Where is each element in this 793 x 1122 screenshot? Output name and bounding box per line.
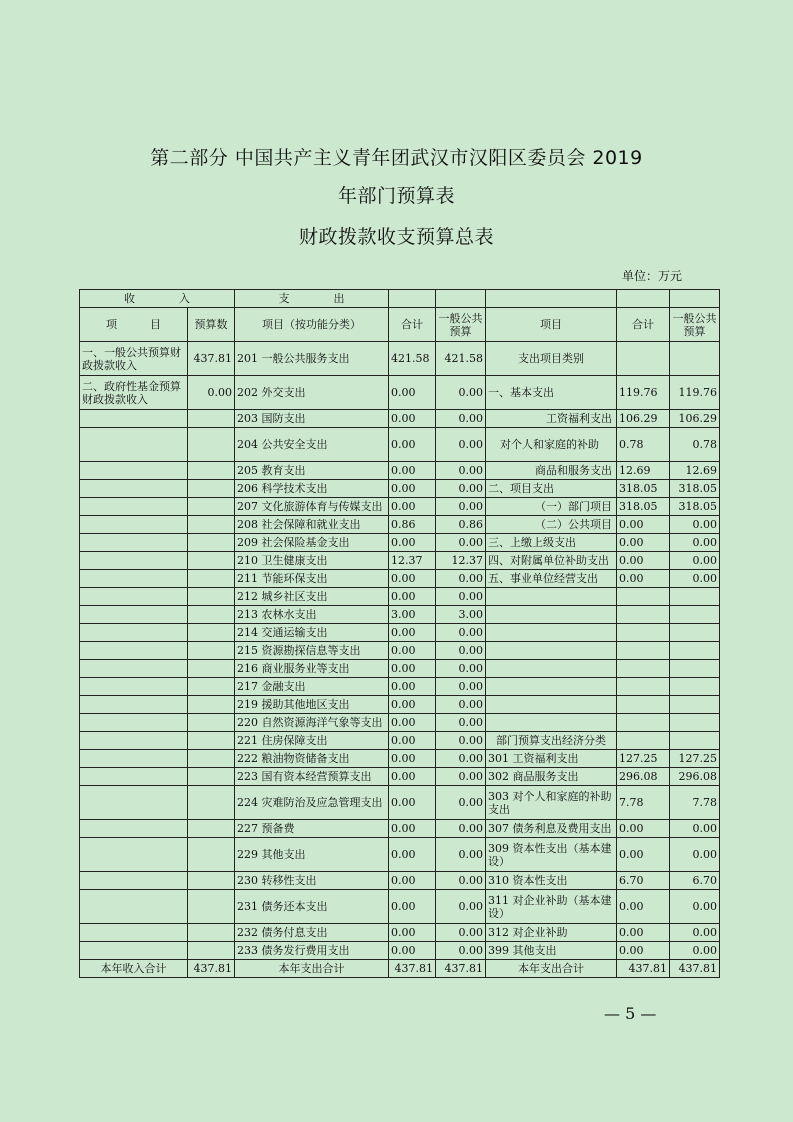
- cell-e: 0.00: [436, 696, 486, 714]
- cell-a: [80, 750, 188, 768]
- cell-f: 310 资本性支出: [486, 872, 617, 890]
- cell-e: 0.00: [436, 428, 486, 462]
- cell-b: [188, 534, 235, 552]
- cell-c: 229 其他支出: [235, 838, 389, 872]
- cell-b: [188, 428, 235, 462]
- table-row: [80, 732, 720, 750]
- cell-d: 12.37: [389, 552, 436, 570]
- table-row: [80, 696, 720, 714]
- cell-a: [80, 606, 188, 624]
- cell-a: [80, 942, 188, 960]
- cell-g: 7.78: [617, 786, 670, 820]
- table-row: [80, 786, 720, 820]
- cell-a: [80, 820, 188, 838]
- cell-g: [617, 342, 670, 376]
- cell-c: 217 金融支出: [235, 678, 389, 696]
- cell-g: 296.08: [617, 768, 670, 786]
- expense-general-value2: 437.81: [670, 960, 720, 978]
- cell-c: 203 国防支出: [235, 410, 389, 428]
- table-title: 财政拨款收支预算总表: [298, 226, 494, 248]
- cell-e: 0.00: [436, 768, 486, 786]
- cell-c: 205 教育支出: [235, 462, 389, 480]
- cell-a: [80, 498, 188, 516]
- cell-b: [188, 732, 235, 750]
- cell-f: 307 债务利息及费用支出: [486, 820, 617, 838]
- cell-e: 0.00: [436, 714, 486, 732]
- cell-f: 303 对个人和家庭的补助支出: [486, 786, 617, 820]
- cell-c: 214 交通运输支出: [235, 624, 389, 642]
- header-row-1: [80, 290, 720, 308]
- income-total-value: 437.81: [188, 960, 235, 978]
- cell-d: 0.00: [389, 570, 436, 588]
- cell-h: [670, 606, 720, 624]
- cell-d: 0.00: [389, 890, 436, 924]
- cell-a: [80, 642, 188, 660]
- cell-e: 0.00: [436, 924, 486, 942]
- cell-e: 0.00: [436, 588, 486, 606]
- cell-f: 302 商品服务支出: [486, 768, 617, 786]
- table-row: [80, 428, 720, 462]
- cell-f: 对个人和家庭的补助: [486, 428, 617, 462]
- cell-h: [670, 714, 720, 732]
- cell-d: 0.00: [389, 480, 436, 498]
- cell-b: [188, 750, 235, 768]
- cell-b: [188, 606, 235, 624]
- cell-f: 五、事业单位经营支出: [486, 570, 617, 588]
- cell-b: [188, 768, 235, 786]
- expense-total-value: 437.81: [389, 960, 436, 978]
- cell-c: 215 资源勘探信息等支出: [235, 642, 389, 660]
- cell-g: 0.00: [617, 942, 670, 960]
- cell-g: 318.05: [617, 480, 670, 498]
- cell-a: [80, 570, 188, 588]
- cell-g: 318.05: [617, 498, 670, 516]
- cell-c: 223 国有资本经营预算支出: [235, 768, 389, 786]
- cell-c: 208 社会保障和就业支出: [235, 516, 389, 534]
- table-row: [80, 924, 720, 942]
- cell-d: 0.00: [389, 924, 436, 942]
- cell-b: [188, 624, 235, 642]
- cell-a: [80, 890, 188, 924]
- table-row: [80, 890, 720, 924]
- cell-c: 233 债务发行费用支出: [235, 942, 389, 960]
- cell-g: 0.00: [617, 552, 670, 570]
- totals-row: [80, 960, 720, 978]
- cell-a: [80, 552, 188, 570]
- cell-h: 0.00: [670, 820, 720, 838]
- table-row: [80, 342, 720, 376]
- cell-f: 部门预算支出经济分类: [486, 732, 617, 750]
- cell-d: 0.00: [389, 872, 436, 890]
- table-row: [80, 872, 720, 890]
- page-title-line1: 第二部分 中国共产主义青年团武汉市汉阳区委员会 2019: [150, 147, 643, 169]
- cell-g: 0.00: [617, 924, 670, 942]
- col-func-item: 项目（按功能分类）: [235, 308, 389, 342]
- cell-e: 0.00: [436, 890, 486, 924]
- cell-h: [670, 696, 720, 714]
- cell-c: 216 商业服务业等支出: [235, 660, 389, 678]
- page-number: — 5 —: [604, 1004, 657, 1023]
- cell-e: 3.00: [436, 606, 486, 624]
- cell-d: 0.00: [389, 660, 436, 678]
- expense-general-value: 437.81: [436, 960, 486, 978]
- col-total2: 合计: [617, 308, 670, 342]
- cell-b: [188, 660, 235, 678]
- cell-c: 210 卫生健康支出: [235, 552, 389, 570]
- cell-g: [617, 588, 670, 606]
- cell-h: [670, 732, 720, 750]
- cell-g: [617, 642, 670, 660]
- cell-g: [617, 714, 670, 732]
- cell-g: 127.25: [617, 750, 670, 768]
- table-row: [80, 570, 720, 588]
- cell-g: 0.00: [617, 570, 670, 588]
- cell-g: [617, 696, 670, 714]
- cell-c: 227 预备费: [235, 820, 389, 838]
- income-total-label: 本年收入合计: [80, 960, 188, 978]
- income-header: 收 入: [80, 290, 235, 308]
- cell-c: 220 自然资源海洋气象等支出: [235, 714, 389, 732]
- table-row: [80, 768, 720, 786]
- cell-f: 311 对企业补助（基本建设）: [486, 890, 617, 924]
- cell-b: 437.81: [188, 342, 235, 376]
- cell-c: 211 节能环保支出: [235, 570, 389, 588]
- cell-d: 0.00: [389, 428, 436, 462]
- cell-f: 四、对附属单位补助支出: [486, 552, 617, 570]
- cell-b: [188, 642, 235, 660]
- cell-f: [486, 606, 617, 624]
- cell-b: [188, 838, 235, 872]
- cell-c: 204 公共安全支出: [235, 428, 389, 462]
- cell-e: 0.00: [436, 410, 486, 428]
- cell-d: 0.00: [389, 942, 436, 960]
- cell-a: [80, 624, 188, 642]
- cell-f: [486, 624, 617, 642]
- cell-e: 0.00: [436, 462, 486, 480]
- cell-f: [486, 678, 617, 696]
- cell-b: [188, 820, 235, 838]
- cell-d: 0.00: [389, 714, 436, 732]
- cell-a: [80, 732, 188, 750]
- cell-h: [670, 624, 720, 642]
- cell-g: 106.29: [617, 410, 670, 428]
- cell-b: [188, 872, 235, 890]
- cell-h: 6.70: [670, 872, 720, 890]
- col-general: 一般公共预算: [436, 308, 486, 342]
- cell-c: 231 债务还本支出: [235, 890, 389, 924]
- cell-e: 0.00: [436, 838, 486, 872]
- header-row-2: [80, 308, 720, 342]
- cell-d: 0.00: [389, 410, 436, 428]
- cell-e: 0.00: [436, 570, 486, 588]
- cell-c: 202 外交支出: [235, 376, 389, 410]
- cell-g: 0.00: [617, 820, 670, 838]
- cell-h: 12.69: [670, 462, 720, 480]
- cell-d: 0.00: [389, 838, 436, 872]
- cell-h: 0.00: [670, 838, 720, 872]
- cell-a: [80, 872, 188, 890]
- col-item2: 项目: [486, 308, 617, 342]
- cell-d: 0.00: [389, 462, 436, 480]
- cell-d: 0.00: [389, 624, 436, 642]
- table-row: [80, 642, 720, 660]
- cell-a: [80, 696, 188, 714]
- col-item: 项 目: [80, 308, 188, 342]
- cell-b: [188, 786, 235, 820]
- cell-g: 0.78: [617, 428, 670, 462]
- cell-g: 0.00: [617, 534, 670, 552]
- page-title-line2: 年部门预算表: [337, 185, 455, 207]
- cell-d: 421.58: [389, 342, 436, 376]
- cell-a: [80, 462, 188, 480]
- cell-e: 0.00: [436, 678, 486, 696]
- cell-e: 0.00: [436, 376, 486, 410]
- table-row: [80, 376, 720, 410]
- col-budget: 预算数: [188, 308, 235, 342]
- table-row: [80, 552, 720, 570]
- expense-header: 支 出: [235, 290, 389, 308]
- cell-f: [486, 642, 617, 660]
- cell-d: 0.00: [389, 534, 436, 552]
- table-row: [80, 516, 720, 534]
- cell-c: 206 科学技术支出: [235, 480, 389, 498]
- cell-h: 318.05: [670, 498, 720, 516]
- cell-e: 0.00: [436, 732, 486, 750]
- cell-h: 318.05: [670, 480, 720, 498]
- cell-h: [670, 678, 720, 696]
- cell-b: [188, 678, 235, 696]
- cell-b: 0.00: [188, 376, 235, 410]
- cell-d: 0.00: [389, 750, 436, 768]
- cell-e: 0.00: [436, 942, 486, 960]
- cell-g: 6.70: [617, 872, 670, 890]
- cell-h: [670, 642, 720, 660]
- cell-b: [188, 480, 235, 498]
- table-row: [80, 750, 720, 768]
- cell-f: [486, 588, 617, 606]
- cell-g: 0.00: [617, 890, 670, 924]
- cell-g: [617, 624, 670, 642]
- cell-a: [80, 768, 188, 786]
- cell-f: 301 工资福利支出: [486, 750, 617, 768]
- cell-f: 商品和服务支出: [486, 462, 617, 480]
- cell-a: [80, 678, 188, 696]
- cell-f: [486, 714, 617, 732]
- table-row: [80, 838, 720, 872]
- cell-h: 106.29: [670, 410, 720, 428]
- cell-d: 0.00: [389, 376, 436, 410]
- cell-e: 0.00: [436, 642, 486, 660]
- col-total: 合计: [389, 308, 436, 342]
- cell-h: 0.00: [670, 570, 720, 588]
- cell-d: 0.00: [389, 732, 436, 750]
- table-row: [80, 462, 720, 480]
- cell-e: 0.00: [436, 624, 486, 642]
- cell-b: [188, 942, 235, 960]
- cell-e: 0.86: [436, 516, 486, 534]
- cell-c: 209 社会保险基金支出: [235, 534, 389, 552]
- cell-c: 232 债务付息支出: [235, 924, 389, 942]
- cell-h: 296.08: [670, 768, 720, 786]
- cell-g: [617, 606, 670, 624]
- cell-h: 119.76: [670, 376, 720, 410]
- cell-e: 0.00: [436, 820, 486, 838]
- cell-c: 224 灾难防治及应急管理支出: [235, 786, 389, 820]
- cell-c: 221 住房保障支出: [235, 732, 389, 750]
- cell-d: 0.00: [389, 820, 436, 838]
- cell-a: [80, 480, 188, 498]
- cell-h: [670, 660, 720, 678]
- cell-a: [80, 588, 188, 606]
- cell-e: 0.00: [436, 786, 486, 820]
- table-row: [80, 820, 720, 838]
- budget-table: [79, 289, 720, 978]
- cell-c: 201 一般公共服务支出: [235, 342, 389, 376]
- cell-c: 207 文化旅游体育与传媒支出: [235, 498, 389, 516]
- cell-g: 119.76: [617, 376, 670, 410]
- cell-a: [80, 516, 188, 534]
- cell-e: 0.00: [436, 660, 486, 678]
- cell-h: 0.00: [670, 534, 720, 552]
- cell-a: [80, 428, 188, 462]
- cell-h: [670, 342, 720, 376]
- cell-d: 0.00: [389, 768, 436, 786]
- cell-f: 一、基本支出: [486, 376, 617, 410]
- table-row: [80, 480, 720, 498]
- cell-e: 0.00: [436, 480, 486, 498]
- cell-h: 0.78: [670, 428, 720, 462]
- cell-c: 213 农林水支出: [235, 606, 389, 624]
- cell-h: [670, 588, 720, 606]
- cell-d: 0.00: [389, 588, 436, 606]
- table-row: [80, 624, 720, 642]
- cell-b: [188, 924, 235, 942]
- cell-f: （二）公共项目: [486, 516, 617, 534]
- cell-b: [188, 714, 235, 732]
- cell-b: [188, 552, 235, 570]
- cell-h: 0.00: [670, 942, 720, 960]
- cell-d: 0.00: [389, 678, 436, 696]
- cell-c: 230 转移性支出: [235, 872, 389, 890]
- cell-h: 127.25: [670, 750, 720, 768]
- cell-f: 工资福利支出: [486, 410, 617, 428]
- table-row: [80, 678, 720, 696]
- cell-b: [188, 890, 235, 924]
- cell-f: 三、上缴上级支出: [486, 534, 617, 552]
- cell-b: [188, 570, 235, 588]
- cell-d: 0.00: [389, 696, 436, 714]
- cell-c: 212 城乡社区支出: [235, 588, 389, 606]
- cell-c: 222 粮油物资储备支出: [235, 750, 389, 768]
- cell-a: 二、政府性基金预算财政拨款收入: [80, 376, 188, 410]
- cell-c: 219 援助其他地区支出: [235, 696, 389, 714]
- cell-a: [80, 786, 188, 820]
- cell-h: 0.00: [670, 552, 720, 570]
- cell-a: 一、一般公共预算财政拨款收入: [80, 342, 188, 376]
- cell-b: [188, 410, 235, 428]
- cell-f: （一）部门项目: [486, 498, 617, 516]
- cell-f: 312 对企业补助: [486, 924, 617, 942]
- cell-f: 399 其他支出: [486, 942, 617, 960]
- cell-a: [80, 534, 188, 552]
- cell-g: [617, 678, 670, 696]
- cell-h: 7.78: [670, 786, 720, 820]
- cell-f: [486, 696, 617, 714]
- table-row: [80, 498, 720, 516]
- col-general2: 一般公共预算: [670, 308, 720, 342]
- cell-a: [80, 714, 188, 732]
- table-row: [80, 606, 720, 624]
- cell-e: 12.37: [436, 552, 486, 570]
- cell-f: 309 资本性支出（基本建设）: [486, 838, 617, 872]
- cell-g: 0.00: [617, 516, 670, 534]
- cell-g: 12.69: [617, 462, 670, 480]
- table-row: [80, 588, 720, 606]
- cell-g: [617, 732, 670, 750]
- cell-b: [188, 588, 235, 606]
- expense-total-label: 本年支出合计: [235, 960, 389, 978]
- cell-g: [617, 660, 670, 678]
- cell-a: [80, 410, 188, 428]
- table-row: [80, 410, 720, 428]
- cell-d: 0.00: [389, 786, 436, 820]
- expense-total-value2: 437.81: [617, 960, 670, 978]
- cell-d: 3.00: [389, 606, 436, 624]
- cell-a: [80, 660, 188, 678]
- cell-b: [188, 696, 235, 714]
- cell-d: 0.86: [389, 516, 436, 534]
- cell-a: [80, 838, 188, 872]
- unit-label: 单位：万元: [622, 269, 683, 283]
- cell-h: 0.00: [670, 924, 720, 942]
- table-row: [80, 660, 720, 678]
- cell-d: 0.00: [389, 498, 436, 516]
- cell-b: [188, 498, 235, 516]
- cell-h: 0.00: [670, 516, 720, 534]
- cell-b: [188, 516, 235, 534]
- cell-e: 0.00: [436, 498, 486, 516]
- cell-e: 421.58: [436, 342, 486, 376]
- cell-b: [188, 462, 235, 480]
- cell-e: 0.00: [436, 750, 486, 768]
- cell-f: [486, 660, 617, 678]
- table-row: [80, 942, 720, 960]
- cell-f: 二、项目支出: [486, 480, 617, 498]
- table-row: [80, 714, 720, 732]
- cell-h: 0.00: [670, 890, 720, 924]
- cell-a: [80, 924, 188, 942]
- cell-d: 0.00: [389, 642, 436, 660]
- expense-total-label2: 本年支出合计: [486, 960, 617, 978]
- cell-f: 支出项目类别: [486, 342, 617, 376]
- table-row: [80, 534, 720, 552]
- cell-e: 0.00: [436, 872, 486, 890]
- cell-e: 0.00: [436, 534, 486, 552]
- cell-g: 0.00: [617, 838, 670, 872]
